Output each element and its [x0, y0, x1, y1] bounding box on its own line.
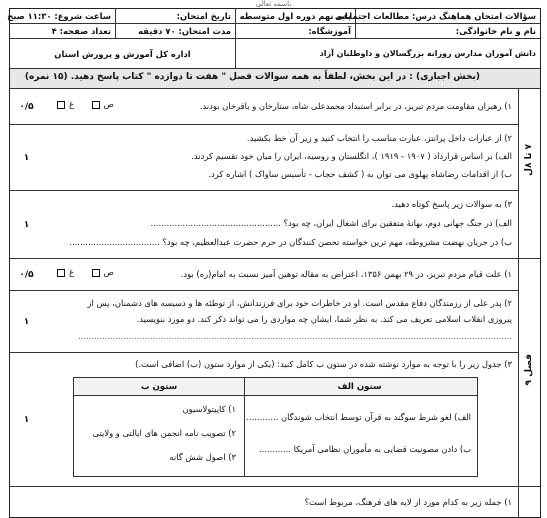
- student-name-label: نام و نام خانوادگی:: [355, 24, 540, 39]
- column-b-item: ۳) اصول شش گانه: [169, 452, 236, 462]
- question-row: [43, 191, 518, 259]
- question-text: ۲) از عبارات داخل پرانتز، عبارت مناسب را انتخاب کنید و زیر آن خط بکشید.: [246, 133, 512, 143]
- section-side-3: [518, 487, 540, 517]
- column-divider: [244, 378, 245, 476]
- question-text: ۱) جمله زیر به کدام مورد از لایه های فرهنگ، مربوط است؟: [304, 497, 512, 507]
- question-text: ۳) جدول زیر را با توجه به موارد نوشته شده در ستون ب کامل کنید: (یکی از موارد ستون (ب) اضافی است.): [135, 359, 512, 369]
- question-row: [43, 353, 518, 487]
- score-cell: ۱: [10, 291, 43, 353]
- question-part-a: الف) در جنگ جهانی دوم، بهانهٔ متفقین برای اشغال ایران، چه بود؟ .................................................: [150, 218, 512, 228]
- column-b-header: ستون ب: [74, 378, 244, 396]
- header-row-1: [7, 9, 540, 24]
- false-label: غ: [69, 100, 75, 110]
- exam-title: سؤالات امتحان هماهنگ درس: مطالعات اجتماعی: [355, 9, 540, 24]
- exam-header: [7, 9, 540, 69]
- score-cell: [10, 487, 43, 517]
- exam-date-label: تاریخ امتحان:: [115, 9, 235, 24]
- grade-label: پایه نهم دوره اول متوسطه: [235, 9, 355, 24]
- section-side-1: [518, 89, 540, 259]
- column-b-item: ۱) کاپیتولاسیون: [182, 404, 236, 414]
- question-text-cont: پیروزی انقلاب اسلامی تعریف می کند. به نظر شما، ایشان چه مواردی را می تواند ذکر کند. دو مورد بنویسید.: [136, 314, 512, 324]
- question-row: [43, 291, 518, 353]
- column-a-header: ستون الف: [242, 378, 477, 396]
- candidates-label: دانش آموزان مدارس روزانه بزرگسالان و داوطلبان آزاد: [235, 39, 540, 69]
- score-cell: ۰/۵: [10, 89, 43, 125]
- true-label: ص: [103, 100, 114, 110]
- true-checkbox[interactable]: [92, 269, 100, 277]
- question-row: [43, 125, 518, 191]
- true-checkbox[interactable]: [92, 101, 100, 109]
- column-a-item: الف) لغو شرط سوگند به قرآن توسط انتخاب شوندگان ............: [246, 412, 471, 422]
- start-time-label: ساعت شروع: ۱۱:۳۰ صبح: [7, 11, 111, 21]
- section-side-2: [518, 259, 540, 487]
- score-cell: ۱: [10, 125, 43, 191]
- column-b-item: ۲) تصویب نامه انجمن های ایالتی و ولایتی: [92, 428, 236, 438]
- question-text: ۲) پدر علی از رزمندگان دفاع مقدس است. او در خاطرات خود برای فرزندانش، از توطئه ها و دسیسه های دشمنان، پس از: [87, 298, 512, 308]
- section-label-1: ۷ تا ۸ل: [523, 144, 534, 176]
- true-false-options: [53, 100, 114, 111]
- question-text: ۳) به سوالات زیر پاسخ کوتاه دهید.: [391, 199, 512, 209]
- duration-label: مدت امتحان: ۷۰ دقیقه: [115, 24, 235, 39]
- question-text: ۱) رهبران مقاومت مردم تبریز، در برابر استبداد محمدعلی شاه، ستارخان و باقرخان بودند.: [199, 101, 512, 111]
- header-row-2: [10, 24, 540, 39]
- answer-line[interactable]: ...................................................................................................................................................................: [78, 331, 512, 341]
- section-label-2: فصل ۹: [523, 354, 534, 386]
- question-part-b: ب) در جریان نهضت مشروطه، مهم ترین خواسته تحصن کنندگان در حرم حضرت عبدالعظیم، چه بود؟ ..................................: [69, 237, 512, 247]
- exam-sheet: [9, 8, 541, 518]
- instruction-text: (بخش اجباری) : در این بخش، لطفاً به همه سوالات فصل " هفت تا دوازده " کتاب پاسخ دهید. (۱۵ نمره): [24, 72, 480, 82]
- true-label: ص: [103, 268, 114, 278]
- education-office-label: اداره کل آموزش و پرورش استان: [54, 49, 191, 59]
- true-false-options: [53, 268, 114, 279]
- question-text: ۱) علت قیام مردم تبریز، در ۲۹ بهمن ۱۳۵۶، اعتراض به مقاله توهین آمیز نسبت به امام(ره) بود.: [180, 269, 512, 279]
- header-row-3: [10, 39, 540, 69]
- question-part-a: الف) بر اساس قرارداد ( ۱۹۰۷ - ۱۹۱۹ )، انگلستان و روسیه، ایران را میان خود تقسیم کردند.: [191, 151, 512, 161]
- column-a-item: ب) دادن مصونیت قضایی به مأموران نظامی آمریکا ............: [259, 444, 471, 454]
- false-label: غ: [69, 268, 75, 278]
- question-part-b: ب) از اقدامات رضاشاه پهلوی می توان به ( کشف حجاب - تأسیس ساواک ) اشاره کرد.: [208, 169, 512, 179]
- page-count-label: تعداد صفحه: ۴: [51, 26, 111, 36]
- false-checkbox[interactable]: [57, 101, 65, 109]
- top-caption: باسمه تعالی: [255, 0, 292, 8]
- score-cell: ۰/۵: [10, 259, 43, 291]
- matching-table: [73, 377, 478, 477]
- instruction-bar: [10, 69, 540, 89]
- question-row: [43, 259, 518, 291]
- question-row: [43, 487, 518, 517]
- score-cell: ۱: [10, 353, 43, 487]
- false-checkbox[interactable]: [57, 269, 65, 277]
- school-label: آموزشگاه:: [235, 24, 355, 39]
- score-cell: ۱: [10, 191, 43, 259]
- question-row: [43, 89, 518, 125]
